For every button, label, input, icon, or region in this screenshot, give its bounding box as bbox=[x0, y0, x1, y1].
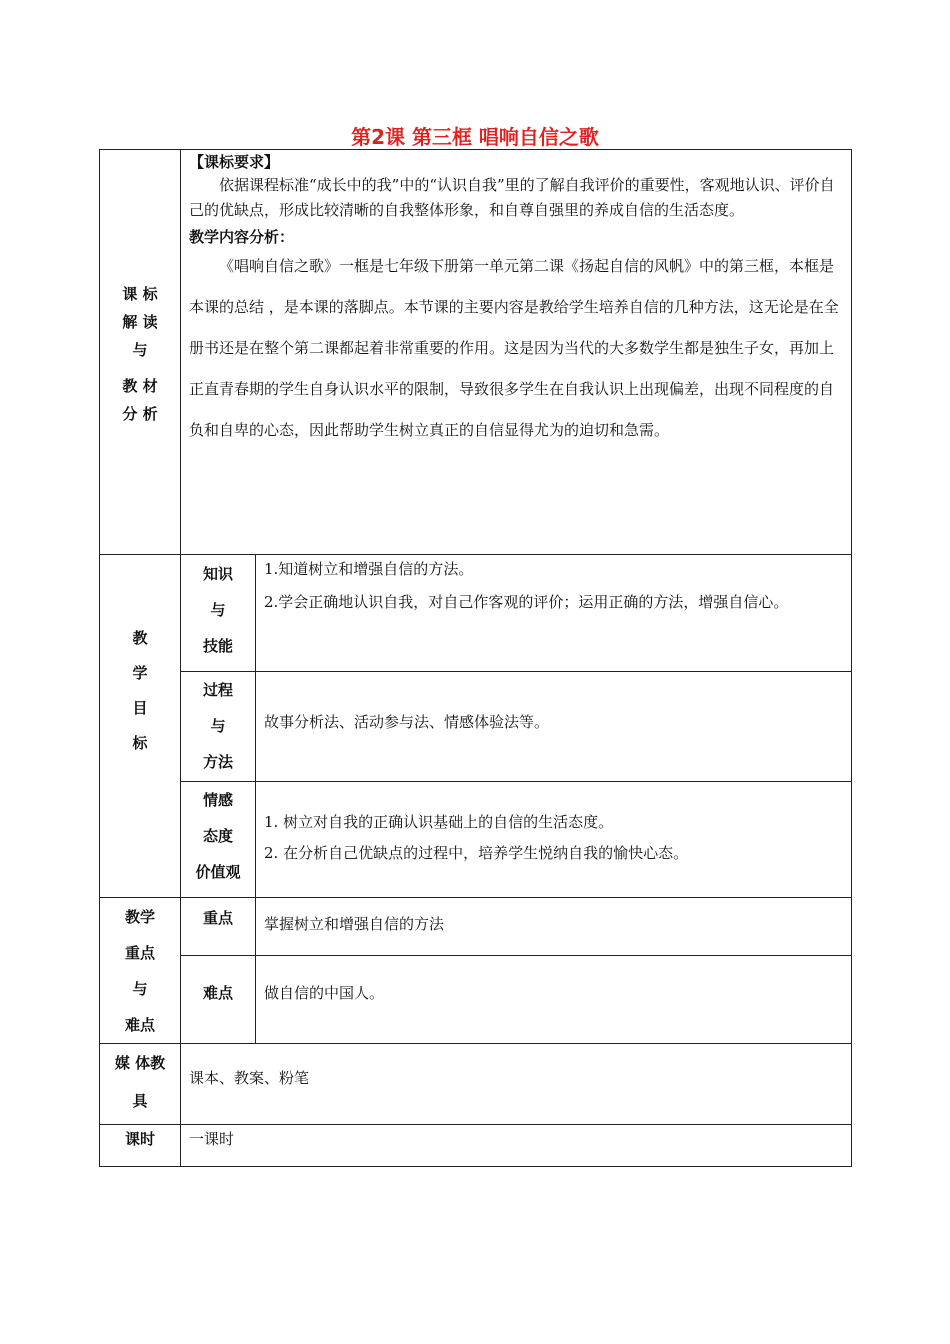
knowledge-skills-content bbox=[256, 555, 852, 672]
label-curriculum-analysis bbox=[100, 150, 181, 555]
row-key-focus bbox=[100, 898, 852, 956]
media-content bbox=[181, 1044, 852, 1125]
label-line: 态度 bbox=[202, 827, 233, 845]
lesson-plan-table bbox=[99, 149, 852, 1167]
label-line: 具 bbox=[132, 1092, 148, 1110]
label-line: 媒 体教 bbox=[114, 1054, 166, 1072]
label-line: 目 bbox=[132, 699, 148, 717]
label-period bbox=[100, 1125, 181, 1167]
process-methods-text: 故事分析法、活动参与法、情感体验法等。 bbox=[264, 712, 550, 731]
curriculum-requirement-text: 依据课程标准“成长中的我”中的“认识自我”里的了解自我评价的重要性，客观地认识、评价自己的优缺点，形成比较清晰的自我整体形象，和自尊自强里的养成自信的生活态度。 bbox=[189, 176, 835, 219]
list-item: 1. 树立对自我的正确认识基础上的自信的生活态度。 bbox=[264, 812, 614, 831]
label-line: 知识 bbox=[202, 565, 233, 583]
focus-content bbox=[256, 898, 852, 956]
label-line: 与 bbox=[210, 601, 226, 619]
label-line: 标 bbox=[132, 734, 148, 752]
difficulty-text: 做自信的中国人。 bbox=[264, 984, 385, 1003]
section-heading-curriculum: 【课标要求】 bbox=[189, 153, 280, 171]
label-line: 课 标 bbox=[122, 285, 158, 303]
row-curriculum-analysis bbox=[100, 150, 852, 555]
row-goal-process bbox=[100, 672, 852, 782]
curriculum-analysis-content bbox=[181, 150, 852, 555]
focus-text: 掌握树立和增强自信的方法 bbox=[264, 915, 445, 933]
label-line: 过程 bbox=[202, 681, 233, 699]
label-line: 教学 bbox=[124, 908, 155, 926]
page-title: 第2课 第三框 唱响自信之歌 bbox=[351, 125, 599, 149]
list-item: 1.知道树立和增强自信的方法。 bbox=[264, 560, 474, 578]
list-item: 2. 在分析自己优缺点的过程中，培养学生悦纳自我的愉快心态。 bbox=[264, 843, 689, 862]
media-text: 课本、教案、粉笔 bbox=[189, 1069, 310, 1087]
label-line: 与 bbox=[210, 717, 226, 735]
label-line: 课时 bbox=[124, 1130, 155, 1148]
process-methods-content bbox=[256, 672, 852, 782]
label-emotion-values bbox=[181, 782, 256, 898]
label-teaching-goals bbox=[100, 555, 181, 898]
label-line: 技能 bbox=[202, 637, 233, 655]
label-line: 分 析 bbox=[122, 405, 158, 423]
emotion-values-content bbox=[256, 782, 852, 898]
label-line: 难点 bbox=[124, 1016, 155, 1034]
row-goal-emotion bbox=[100, 782, 852, 898]
label-line: 与 bbox=[132, 980, 148, 998]
label-line: 价值观 bbox=[195, 863, 241, 881]
period-text: 一课时 bbox=[189, 1130, 235, 1148]
label-line: 解 读 bbox=[122, 313, 158, 331]
label-line: 方法 bbox=[202, 753, 233, 771]
label-key-difficult bbox=[100, 898, 181, 1044]
label-focus bbox=[181, 898, 256, 956]
label-difficulty bbox=[181, 956, 256, 1044]
label-process-methods bbox=[181, 672, 256, 782]
section-heading-content-analysis: 教学内容分析： bbox=[189, 228, 295, 246]
content-analysis-text: 《唱响自信之歌》一框是七年级下册第一单元第二课《扬起自信的风帆》中的第三框，本框是本课的总结 ，是本课的落脚点。本节课的主要内容是教给学生培养自信的几种方法，这无论是在全册书还是在整个第二课都起着非常重要的作用。这是因为当代的大多数学生都是独生子女，再加上正直青春期的学生自身认识水平的限制，导致很多学生在自我认识上出现偏差，出现不同程度的自负和自卑的心态，因此帮助学生树立真正的自信显得尤为的迫切和急需。 bbox=[189, 257, 839, 439]
label-line: 情感 bbox=[202, 791, 233, 809]
label-line: 教 材 bbox=[122, 377, 158, 395]
row-goal-knowledge bbox=[100, 555, 852, 672]
label-line: 与 bbox=[132, 341, 148, 359]
label-line: 难点 bbox=[202, 984, 233, 1003]
row-key-difficulty bbox=[100, 956, 852, 1044]
label-line: 教 bbox=[132, 629, 148, 647]
label-media bbox=[100, 1044, 181, 1125]
row-media bbox=[100, 1044, 852, 1125]
label-knowledge-skills bbox=[181, 555, 256, 672]
difficulty-content bbox=[256, 956, 852, 1044]
period-content bbox=[181, 1125, 852, 1167]
row-period bbox=[100, 1125, 852, 1167]
list-item: 2.学会正确地认识自我，对自己作客观的评价；运用正确的方法，增强自信心。 bbox=[264, 593, 789, 611]
label-line: 重点 bbox=[124, 944, 155, 962]
label-line: 学 bbox=[132, 664, 148, 682]
label-line: 重点 bbox=[202, 909, 233, 927]
